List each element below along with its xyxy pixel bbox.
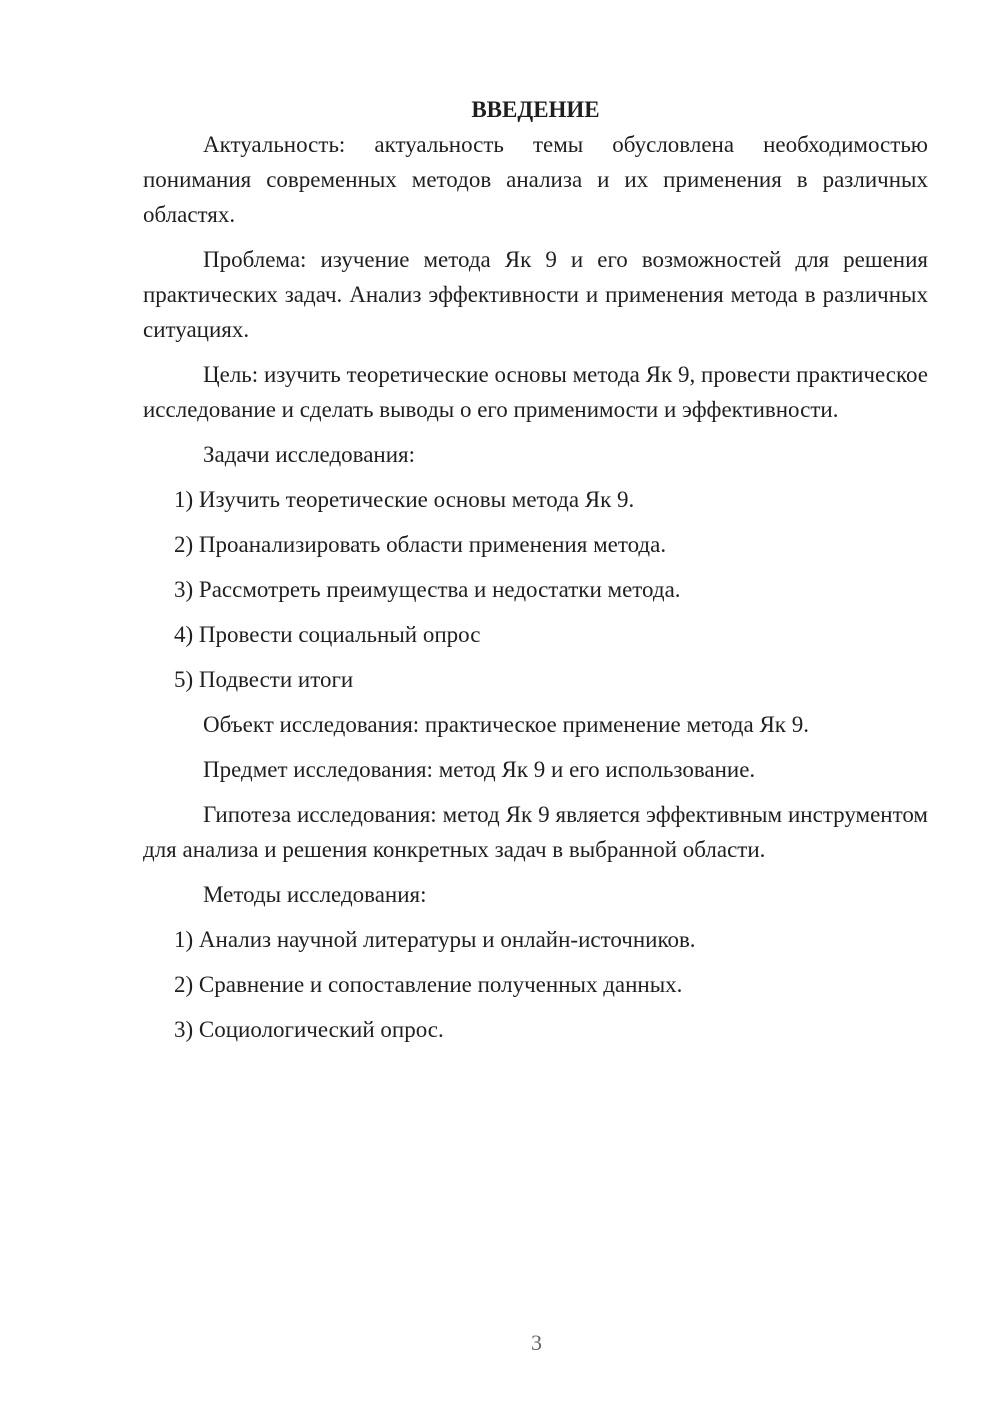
- methods-heading: Методы исследования:: [203, 882, 427, 907]
- page-content: [143, 92, 928, 1047]
- relevance-paragraph: Актуальность: актуальность темы обусловлена необходимостью понимания современных методов анализа и их применения в различных областях.: [143, 132, 928, 227]
- object-paragraph: Объект исследования: практическое применение метода Як 9.: [203, 712, 809, 737]
- method-item: 2) Сравнение и сопоставление полученных данных.: [174, 972, 683, 997]
- tasks-heading: Задачи исследования:: [203, 442, 416, 467]
- method-item: 3) Социологический опрос.: [174, 1017, 444, 1042]
- task-item: 2) Проанализировать области применения метода.: [174, 532, 667, 557]
- task-item: 4) Провести социальный опрос: [174, 622, 481, 647]
- page-number: 3: [531, 1330, 542, 1355]
- subject-paragraph: Предмет исследования: метод Як 9 и его использование.: [203, 757, 756, 782]
- task-item: 1) Изучить теоретические основы метода Як 9.: [174, 487, 635, 512]
- task-item: 5) Подвести итоги: [174, 667, 354, 692]
- hypothesis-paragraph: Гипотеза исследования: метод Як 9 является эффективным инструментом для анализа и решения конкретных задач в выбранной области.: [143, 802, 928, 862]
- method-item: 1) Анализ научной литературы и онлайн-источников.: [174, 927, 696, 952]
- section-title: ВВЕДЕНИЕ: [471, 97, 600, 122]
- problem-paragraph: Проблема: изучение метода Як 9 и его возможностей для решения практических задач. Анализ эффективности и применения метода в различных ситуациях.: [143, 247, 928, 342]
- task-item: 3) Рассмотреть преимущества и недостатки метода.: [174, 577, 681, 602]
- goal-paragraph: Цель: изучить теоретические основы метода Як 9, провести практическое исследование и сделать выводы о его применимости и эффективности.: [143, 362, 928, 422]
